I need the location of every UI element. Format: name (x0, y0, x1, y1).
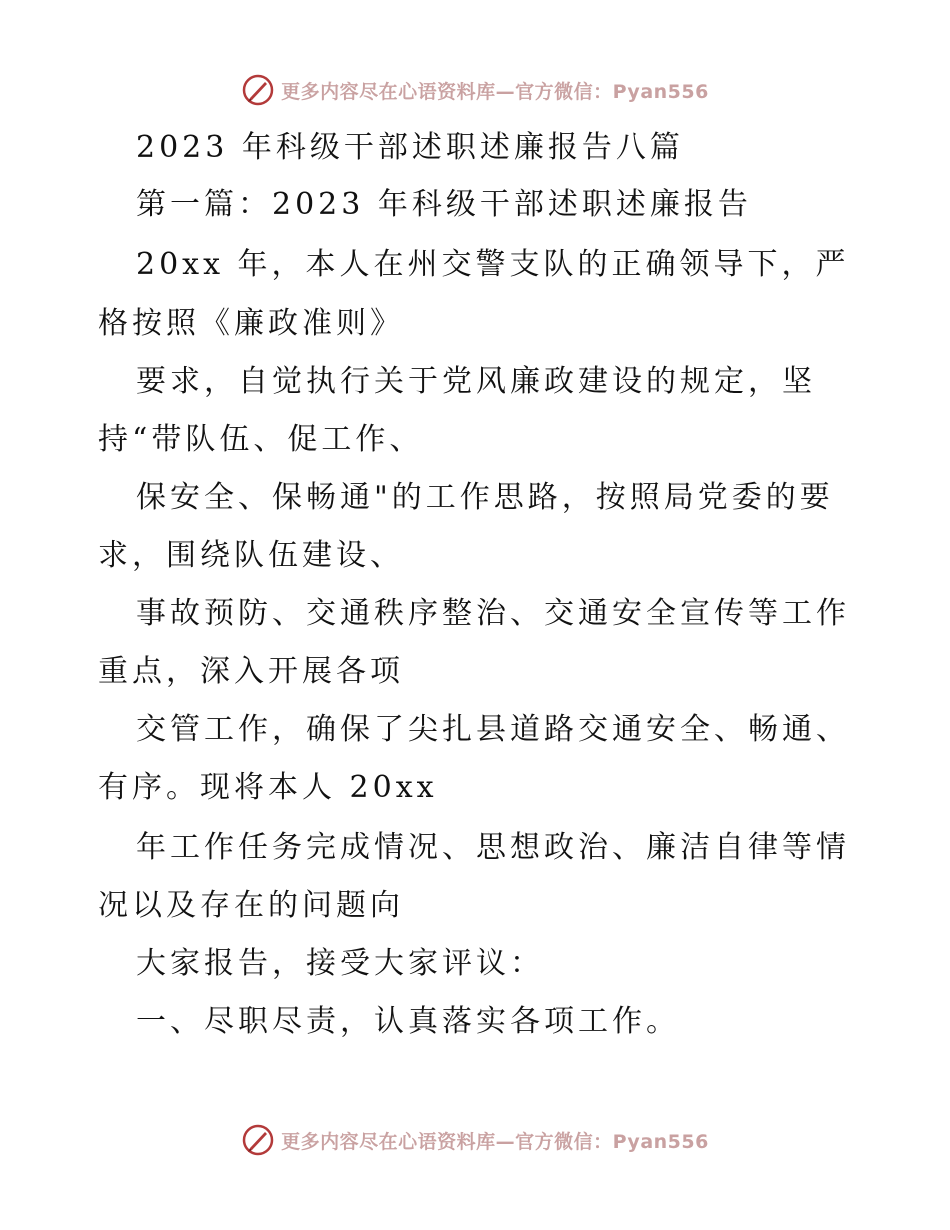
body-line: 有序。现将本人 20xx (98, 770, 438, 805)
body-line: 持“带队伍、促工作、 (98, 422, 424, 457)
body-line: 年工作任务完成情况、思想政治、廉洁自律等情 (136, 830, 850, 865)
section-heading: 第一篇：2023 年科级干部述职述廉报告 (136, 187, 752, 222)
header-watermark (0, 70, 950, 110)
body-line: 20xx 年，本人在州交警支队的正确领导下，严 (136, 247, 850, 282)
body-line: 交管工作，确保了尖扎县道路交通安全、畅通、 (136, 712, 850, 747)
footer-watermark (0, 1120, 950, 1160)
watermark-text: 更多内容尽在心语资料库—官方微信：Pyan556 (281, 80, 709, 103)
body-line: 事故预防、交通秩序整治、交通安全宣传等工作 (136, 596, 850, 631)
body-line: 格按照《廉政准则》 (98, 306, 404, 341)
body-line: 求，围绕队伍建设、 (98, 538, 404, 573)
body-line: 要求，自觉执行关于党风廉政建设的规定，坚 (136, 364, 816, 399)
body-line: 重点，深入开展各项 (98, 654, 404, 689)
document-title: 2023 年科级干部述职述廉报告八篇 (136, 130, 684, 165)
quill-pen-logo-icon (241, 73, 275, 107)
quill-pen-logo-icon (241, 1123, 275, 1157)
subsection-heading: 一、尽职尽责，认真落实各项工作。 (136, 1004, 680, 1039)
watermark-text: 更多内容尽在心语资料库—官方微信：Pyan556 (281, 1130, 709, 1153)
body-line: 大家报告，接受大家评议： (136, 946, 544, 981)
body-line: 保安全、保畅通"的工作思路，按照局党委的要 (136, 480, 834, 515)
body-line: 况以及存在的问题向 (98, 888, 404, 923)
